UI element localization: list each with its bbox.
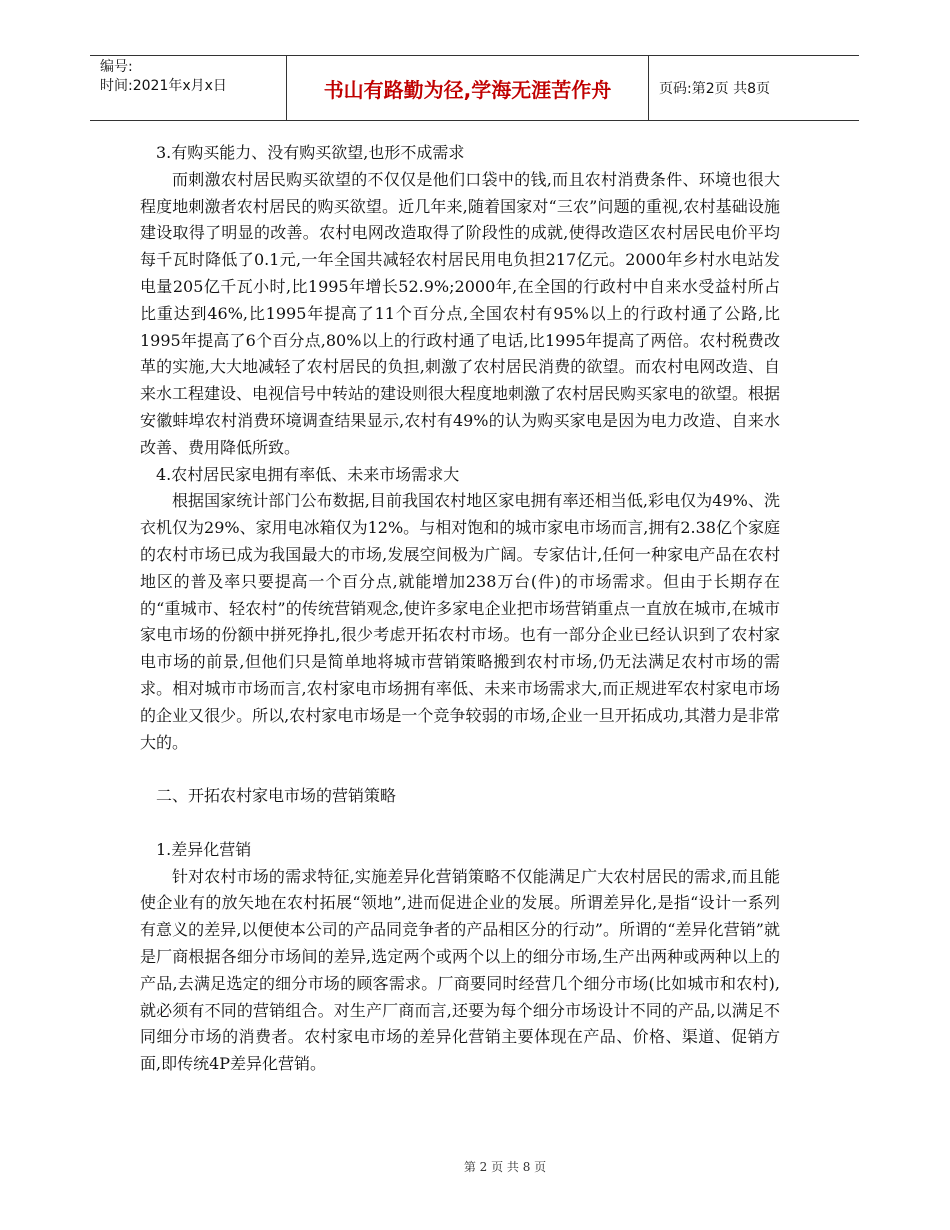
page-header [90, 55, 859, 121]
paragraph-appliance-ownership: 根据国家统计部门公布数据,目前我国农村地区家电拥有率还相当低,彩电仅为49%、洗衣机仅为29%、家用电冰箱仅为12%。与相对饱和的城市家电市场而言,拥有2.38亿个家庭的农村市场已成为我国最大的市场,发展空间极为广阔。专家估计,任何一种家电产品在农村地区的普及率只要提高一个百分点,就能增加238万台(件)的市场需求。但由于长期存在的“重城市、轻农村”的传统营销观念,使许多家电企业把市场营销重点一直放在城市,在城市家电市场的份额中拼死挣扎,很少考虑开拓农村市场。也有一部分企业已经认识到了农村家电市场的前景,但他们只是简单地将城市营销策略搬到农村市场,仍无法满足农村市场的需求。相对城市市场而言,农村家电市场拥有率低、未来市场需求大,而正规进军农村家电市场的企业又很少。所以,农村家电市场是一个竞争较弱的市场,企业一旦开拓成功,其潜力是非常大的。 [140, 491, 780, 752]
part-two-heading: 二、开拓农村家电市场的营销策略 [156, 786, 397, 806]
blank-line [140, 810, 780, 837]
document-body [140, 140, 780, 1078]
document-number-label: 编号: [100, 59, 133, 75]
page-footer: 第 2 页 共 8 页 [463, 1160, 547, 1174]
header-meta [90, 56, 286, 120]
section-heading-1: 1.差异化营销 [156, 839, 252, 859]
document-time-label: 时间:2021年x月x日 [100, 78, 227, 94]
header-motto: 书山有路勤为径,学海无涯苦作舟 [286, 56, 649, 120]
paragraph-purchase-desire: 而刺激农村居民购买欲望的不仅仅是他们口袋中的钱,而且农村消费条件、环境也很大程度地刺激者农村居民的购买欲望。近几年来,随着国家对“三农”问题的重视,农村基础设施建设取得了明显的改善。农村电网改造取得了阶段性的成就,使得改造区农村居民电价平均每千瓦时降低了0.1元,一年全国共减轻农村居民用电负担217亿元。2000年乡村水电站发电量205亿千瓦小时,比1995年增长52.9%;2000年,在全国的行政村中自来水受益村所占比重达到46%,比1995年提高了11个百分点,全国农村有95%以上的行政村通了公路,比1995年提高了6个百分点,80%以上的行政村通了电话,比1995年提高了两倍。农村税费改革的实施,大大地减轻了农村居民的负担,刺激了农村居民消费的欲望。而农村电网改造、自来水工程建设、电视信号中转站的建设则很大程度地刺激了农村居民购买家电的欲望。根据安徽蚌埠农村消费环境调查结果显示,农村有49%的认为购买家电是因为电力改造、自来水改善、费用降低所致。 [140, 169, 781, 457]
blank-line [140, 756, 780, 783]
section-heading-4: 4.农村居民家电拥有率低、未来市场需求大 [156, 464, 460, 484]
header-page-info: 页码:第2页 共8页 [659, 81, 770, 97]
section-heading-3: 3.有购买能力、没有购买欲望,也形不成需求 [156, 143, 465, 162]
paragraph-differentiated-marketing: 针对农村市场的需求特征,实施差异化营销策略不仅能满足广大农村居民的需求,而且能使企业有的放矢地在农村拓展“领地”,进而促进企业的发展。所谓差异化,是指“设计一系列有意义的差异,以便使本公司的产品同竞争者的产品相区分的行动”。所谓的“差异化营销”就是厂商根据各细分市场间的差异,选定两个或两个以上的细分市场,生产出两种或两种以上的产品,去满足选定的细分市场的顾客需求。厂商要同时经营几个细分市场(比如城市和农村),就必须有不同的营销组合。对生产厂商而言,还要为每个细分市场设计不同的产品,以满足不同细分市场的消费者。农村家电市场的差异化营销主要体现在产品、价格、渠道、促销方面,即传统4P差异化营销。 [140, 866, 780, 1074]
